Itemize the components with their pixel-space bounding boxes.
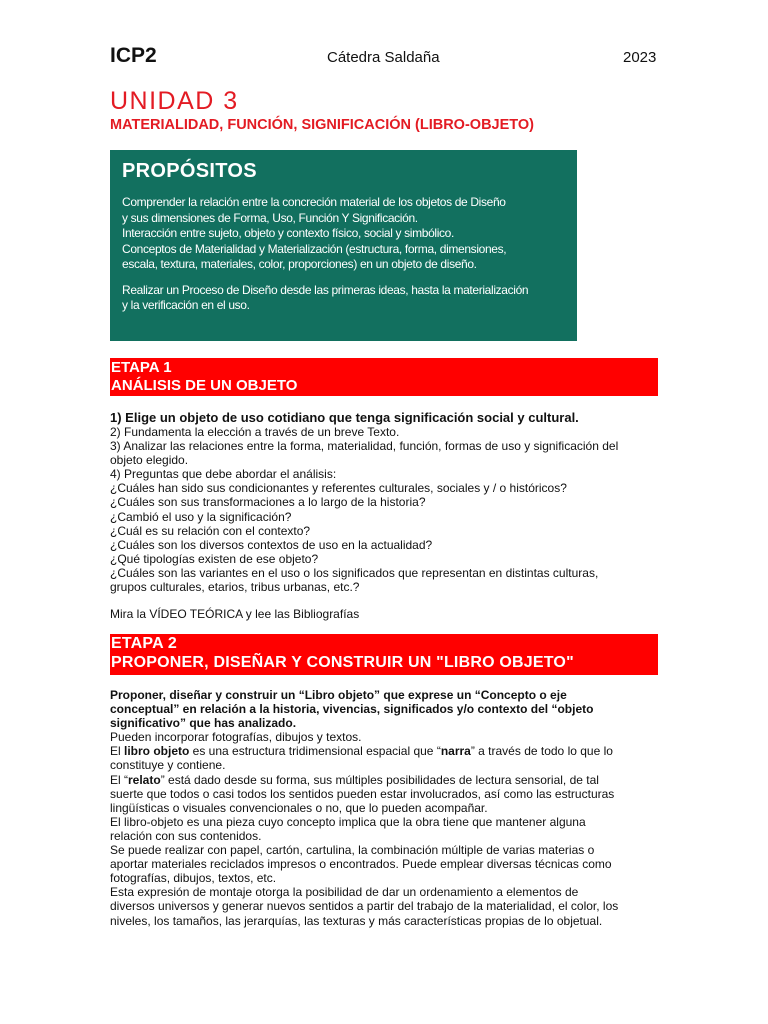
unit-subtitle: MATERIALIDAD, FUNCIÓN, SIGNIFICACIÓN (LIBRO-OBJETO) bbox=[110, 117, 534, 133]
term-relato: relato bbox=[128, 772, 161, 787]
stage2-line: lingüísticas o visuales convencionales o no, que lo pueden acompañar. bbox=[110, 800, 488, 815]
stage2-banner bbox=[110, 634, 658, 675]
stage2-intro-line: significativo” que has analizado. bbox=[110, 716, 297, 731]
text-run: El bbox=[110, 744, 125, 759]
stage1-line: ¿Cuáles son los diversos contextos de uso en la actualidad? bbox=[110, 537, 433, 552]
stage1-content bbox=[110, 410, 662, 621]
stage2-line: niveles, los tamaños, las jerarquías, las texturas y más características propias de lo objetual. bbox=[110, 913, 603, 928]
text-run: El “ bbox=[110, 772, 128, 787]
stage2-line bbox=[110, 744, 662, 758]
stage2-line: El libro-objeto es una pieza cuyo concepto implica que la obra tiene que mantener alguna bbox=[110, 814, 586, 829]
purpose-line: Comprender la relación entre la concreción material de los objetos de Diseño bbox=[122, 195, 506, 209]
stage2-intro-line: conceptual” en relación a la historia, vivencias, significados y/o contexto del “objeto bbox=[110, 702, 594, 717]
term-libro-objeto: libro objeto bbox=[124, 744, 190, 759]
year: 2023 bbox=[623, 49, 657, 66]
purpose-line: Interacción entre sujeto, objeto y contexto físico, social y simbólico. bbox=[122, 226, 454, 240]
stage1-line: objeto elegido. bbox=[110, 453, 189, 468]
stage1-line: ¿Cuáles han sido sus condicionantes y referentes culturales, sociales y / o históricos? bbox=[110, 481, 567, 496]
stage1-line: ¿Cuál es su relación con el contexto? bbox=[110, 523, 311, 538]
purpose-line: y la verificación en el uso. bbox=[122, 298, 250, 312]
course-code: ICP2 bbox=[110, 44, 157, 67]
stage1-line: ¿Cuáles son las variantes en el uso o los significados que representan en distintas culturas, bbox=[110, 565, 599, 580]
text-run: es una estructura tridimensional espacial que “ bbox=[189, 744, 441, 759]
purposes-box bbox=[110, 150, 577, 341]
stage1-line: 4) Preguntas que debe abordar el análisis: bbox=[110, 467, 337, 482]
stage1-lead: 1) Elige un objeto de uso cotidiano que tenga significación social y cultural. bbox=[110, 410, 579, 425]
unit-title: UNIDAD 3 bbox=[110, 87, 239, 115]
stage1-line: 2) Fundamenta la elección a través de un breve Texto. bbox=[110, 425, 400, 439]
stage2-label: ETAPA 2 bbox=[111, 635, 178, 652]
stage1-line: grupos culturales, etarios, tribus urbanas, etc.? bbox=[110, 580, 360, 595]
purpose-line: y sus dimensiones de Forma, Uso, Función Y Significación. bbox=[122, 210, 418, 225]
purpose-line: escala, textura, materiales, color, proporciones) en un objeto de diseño. bbox=[122, 257, 477, 271]
stage1-banner bbox=[110, 358, 658, 396]
text-run: ” está dado desde su forma, sus múltiples posibilidades de lectura sensorial, de tal bbox=[160, 772, 599, 787]
stage2-line bbox=[110, 773, 662, 787]
stage2-line: relación con sus contenidos. bbox=[110, 828, 262, 843]
stage2-intro-line: Proponer, diseñar y construir un “Libro objeto” que exprese un “Concepto o eje bbox=[110, 688, 567, 702]
stage2-line: diversos universos y generar nuevos sentidos a partir del trabajo de la materialidad, el color, los bbox=[110, 899, 619, 914]
stage1-line: ¿Cambió el uso y la significación? bbox=[110, 509, 292, 524]
stage1-label: ETAPA 1 bbox=[111, 359, 172, 376]
stage2-line: suerte que todos o casi todos los sentidos pueden estar involucrados, así como las estructuras bbox=[110, 786, 615, 801]
stage2-line: Se puede realizar con papel, cartón, cartulina, la combinación múltiple de varias materias o bbox=[110, 843, 595, 858]
stage2-line: constituye y contiene. bbox=[110, 758, 226, 773]
stage1-footer: Mira la VÍDEO TEÓRICA y lee las Bibliografías bbox=[110, 607, 360, 622]
stage2-title: PROPONER, DISEÑAR Y CONSTRUIR UN "LIBRO OBJETO" bbox=[111, 653, 574, 671]
purposes-title: PROPÓSITOS bbox=[122, 160, 257, 182]
stage2-line: fotografías, dibujos, textos, etc. bbox=[110, 871, 277, 886]
purpose-line: Realizar un Proceso de Diseño desde las primeras ideas, hasta la materialización bbox=[122, 282, 529, 297]
stage1-line: ¿Qué tipologías existen de ese objeto? bbox=[110, 551, 319, 566]
stage2-line: aportar materiales reciclados impresos o encontrados. Puede emplear diversas técnicas como bbox=[110, 857, 612, 872]
term-narra: narra bbox=[440, 744, 471, 759]
stage1-line: ¿Cuáles son sus transformaciones a lo largo de la historia? bbox=[110, 495, 426, 510]
stage1-line: 3) Analizar las relaciones entre la forma, materialidad, función, formas de uso y significación del bbox=[110, 439, 619, 454]
purpose-line: Conceptos de Materialidad y Materialización (estructura, forma, dimensiones, bbox=[122, 241, 507, 256]
chair-name: Cátedra Saldaña bbox=[327, 49, 440, 66]
text-run: ” a través de todo lo que lo bbox=[470, 744, 613, 759]
stage2-content bbox=[110, 688, 662, 928]
stage2-line: Esta expresión de montaje otorga la posibilidad de dar un ordenamiento a elementos de bbox=[110, 885, 579, 900]
stage1-title: ANÁLISIS DE UN OBJETO bbox=[111, 376, 298, 394]
stage2-line: Pueden incorporar fotografías, dibujos y textos. bbox=[110, 730, 362, 745]
